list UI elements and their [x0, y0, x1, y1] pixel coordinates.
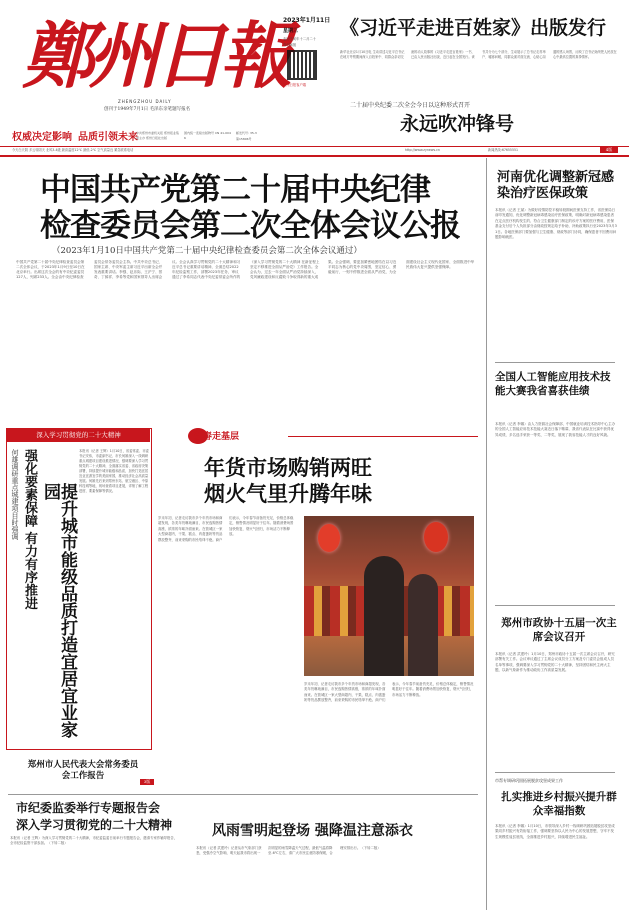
qr-code-icon[interactable] [287, 50, 317, 80]
masthead-rule-bottom [0, 155, 629, 157]
badge-text: 新春走基层 [194, 432, 240, 442]
banner-title: 《习近平走进百姓家》出版发行 [340, 17, 607, 39]
right-item4-kicker: 市帮专调研巩固拓展脱贫攻坚成果工作 [495, 778, 563, 783]
lunar-date: 农历壬寅年十二月二十 [283, 36, 316, 41]
shopper-figure [408, 574, 438, 676]
lead-title-line1[interactable]: 中国共产党第二十届中央纪律 [40, 172, 430, 208]
right-item2-body: 本报讯（记者 李娜）由人力资源社会保障部、中国就业培训技术指导中心主办的全国人工智能应用技术技能大赛近日落下帷幕，我省代表队在比赛中获得优异成绩，多名选手荣获一等奖、二等奖，展现了我省技能人才的良好风貌。 [495, 422, 616, 437]
hotline: 新闻热线:67655551 [488, 148, 519, 152]
qr-caption: 郑州日报客户端 [283, 83, 307, 87]
center-title-line1: 年货市场购销两旺 [204, 456, 372, 480]
right-item3-title[interactable]: 郑州市政协十五届一次主席会议召开 [501, 617, 617, 643]
slogan-right: 品质引领未来 [78, 132, 138, 143]
weekday: 星期三 [283, 28, 299, 35]
newspaper-flag: 鄭州日報 [22, 13, 287, 98]
bottom-left-title-2[interactable]: 深入学习贯彻党的二十大精神 [16, 818, 173, 832]
banner-kicker: 二十届中央纪委二次全会今日以这种形式召开 [350, 102, 471, 109]
center-feature[interactable] [158, 430, 480, 792]
date-block [283, 17, 331, 107]
spring-badge [188, 428, 288, 444]
weather-strip: 今天白天阴 多云转阴天 北风3-4级 最高温度12℃ 最低-2℃ 空气质量良 紧急联系电话 [12, 148, 134, 152]
lead-title-line2[interactable]: 检查委员会第二次全体会议公报 [40, 208, 460, 244]
cn-code: 国内统一连续出版物号 CN 41-0046 [184, 131, 231, 140]
publisher-ad: 中共郑州市委机关报 郑州报业集团主办 郑州日报社出版 [136, 131, 179, 140]
right-item1-title[interactable]: 河南优化调整新冠感染治疗医保政策 [497, 170, 615, 201]
center-body-left: 岁末年初，记者走访我市多个年货市场和商超发现，各类年货琳琅满目，市民选购热情高涨，浓浓的年味扑面而来。在管城区一家大型商超内，干果、糕点、肉禽蛋奶等货品摆放整齐，前来采购的市民络绎不绝。商户们表示，今年春节前备货充足，价格总体稳定，销售情况明显好于往年。随着消费场景加快恢复，烟火气回归，市场活力不断释放。 [158, 516, 294, 542]
center-title-line2: 烟火气里升腾年味 [204, 482, 372, 506]
bottom-left-body: 本报讯（记者 王辉）为深入学习贯彻党的二十大精神，市纪委监委日前举行专题报告会，邀请专家作辅导报告，全市纪检监察干部参加。（下转二版） [10, 836, 178, 846]
side-feature-kicker: 深入学习贯彻党的二十大精神 [7, 429, 150, 442]
side-feature-subtitle: 强化要素保障 有力有序推进 [22, 449, 37, 610]
side-feature-sidebar: 何雄调研重点城建项目时强调 [11, 449, 19, 540]
center-body-right: 岁末年初，记者走访我市多个年货市场和商超发现，各类年货琳琅满目，市民选购热情高涨，浓浓的年味扑面而来。在管城区一家大型商超内，干果、糕点、肉禽蛋奶等货品摆放整齐，前来采购的市民络绎不绝。商户们表示，今年春节前备货充足，价格总体稳定，销售情况明显好于往年。随着消费场景加快恢复，烟火气回归，市场活力不断释放。 [304, 682, 474, 703]
right-divider-3 [495, 772, 615, 773]
page-tag[interactable]: 4版 [600, 147, 618, 153]
side-feature-title: 提升城市能级品质打造宜居宜业家园 [40, 483, 77, 738]
founded-line: 创刊于1949年7月1日 毛泽东亲笔题写报名 [104, 107, 191, 112]
website[interactable]: http://www.zynews.cn [405, 148, 440, 152]
right-item4-body: 本报讯（记者 李娜）1月10日，市领导深入乡村一线调研巩固拓展脱贫攻坚成果同乡村振兴有效衔接工作，强调要坚持以人民为中心的发展思想，守牢不发生规模性返贫底线，全面推进乡村振兴，持续增进民生福祉。 [495, 824, 615, 839]
badge-rule [288, 436, 478, 437]
right-item1-body: 本报讯（记者 王斌）为做好疫情防控平稳转段期间医保支持工作，省医保局日前印发通知，优化调整新冠病毒感染治疗医保政策，明确对新冠病毒感染患者在定点医疗机构发生的、符合卫生健康部门制定的诊疗方案的医疗费用，医保基金支付后个人负担部分由财政按规定给予补助，补助政策执行至2023年3月31日。各地医保部门要加强与卫生健康、财政等部门协同，确保患者不因费用问题影响就医。 [495, 208, 617, 240]
lead-subtitle: （2023年1月10日中国共产党第二十届中央纪律检查委员会第二次全体会议通过） [52, 246, 362, 256]
npc-report-tag[interactable]: 3版 [140, 779, 154, 785]
date: 2023年1月11日 [283, 17, 331, 24]
right-item2-title[interactable]: 全国人工智能应用技术技能大赛我省喜获佳绩 [495, 371, 611, 397]
right-column [486, 158, 621, 910]
slogan-left: 权威决定影响 [12, 132, 72, 143]
lead-body: 中国共产党第二十届中央纪律检查委员会第二次全体会议，于2023年1月9日至10日在北京举行。出席这次全会的有中央纪委委员127人，列席233人。全会由中央纪律检查委员会常务委员会主持。中共中央总书记、国家主席、中央军委主席习近平出席全会并发表重要讲话。李强、赵乐际、王沪宁、蔡奇、丁薛祥、李希等党和国家领导人出席会议。全会认真学习贯彻党的二十大精神和习近平总书记重要讲话精神，全面总结2022年纪检监察工作，部署2023年任务，审议通过了李希同志代表中央纪委常委会所作的《深入学习贯彻党的二十大精神 在新征程上坚定不移推进全面从严治党》工作报告。全会认为，过去一年全面从严治党持续深入，党风廉政建设和反腐败斗争取得新的重大成果。全会强调，要更加紧密地团结在以习近平同志为核心的党中央周围，坚定信心、勇毅前行，一刻不停推进全面从严治党，为全面建设社会主义现代化国家、全面推进中华民族伟大复兴提供坚强保障。 [16, 260, 475, 280]
issue-number: 第15806号 [236, 137, 252, 141]
side-feature-box[interactable] [6, 428, 152, 750]
shopper-figure [364, 556, 404, 676]
lantern-icon [318, 524, 340, 552]
masthead-rule [0, 146, 629, 147]
right-divider-2 [495, 605, 615, 606]
npc-report-title[interactable]: 郑州市人民代表大会常务委员会工作报告 [27, 760, 139, 781]
bottom-left-title-1[interactable]: 市纪委监委举行专题报告会 [16, 801, 161, 815]
postal-code: 邮发代号: 35-3 [236, 131, 257, 135]
market-photo [304, 516, 474, 676]
banner-subtitle: 永远吹冲锋号 [400, 113, 515, 135]
lantern-icon [424, 522, 448, 552]
bottom-center-body: 本报讯（记者 武建玲）记者从市气象部门获悉，受强冷空气影响，明天起我市将出现一次明显的雨雪降温天气过程，最低气温将降至-6℃左右，请广大市民注意防寒保暖，合理安排出行。（下转二版） [196, 846, 381, 856]
right-item4-title[interactable]: 扎实推进乡村振兴提升群众幸福指数 [501, 791, 617, 817]
side-feature-body: 本报讯（记者 王辉）1月10日，省委常委、市委书记安伟，市委副书记、市长何雄深入一线调研重点城建项目建设推进情况，强调要深入学习贯彻党的二十大精神，全面落实省委、省政府决策部署，持续提升城市能级和品质，加快打造宜居宜业宜游宜学的美丽家园，推动经济社会高质量发展。何雄先后来到郑州东站、航空港区、中原科技城等地，现场查看项目进展，详细了解工程进度、要素保障等情况。 [79, 449, 149, 493]
banner-body: 新华社北京1月10日电 生动讲述习近平总书记在地方考察期间深入百姓家中、同群众亲切交流的动人故事的《习近平走进百姓家》一书，已由人民出版社出版，近日起在全国发行。该书共分为七个部分，生动展示了总书记走村串户、嘘寒问暖，同群众面对面交流、心贴心沟通的感人场景，反映了总书记始终把人民放在心中最高位置的真挚情怀。 [340, 50, 617, 59]
bottom-rule [8, 794, 478, 795]
flag-subtitle: ZHENGZHOU DAILY [118, 99, 172, 104]
bottom-center-title[interactable]: 风雨雪明起登场 强降温注意添衣 [212, 823, 413, 839]
issue-label: 今日8版 [283, 43, 297, 48]
right-item3-body: 本报讯（记者 武建玲）1月10日，郑州市政协十五届一次主席会议召开，研究部署有关工作。会议审议通过了主席会议成员分工方案及专门委员会组成人员名单等事项，强调要深入学习贯彻党的二十大精神，坚持团结和民主两大主题，以新气象新作为推动政协工作高质量发展。 [495, 652, 615, 673]
right-divider-1 [495, 362, 615, 363]
